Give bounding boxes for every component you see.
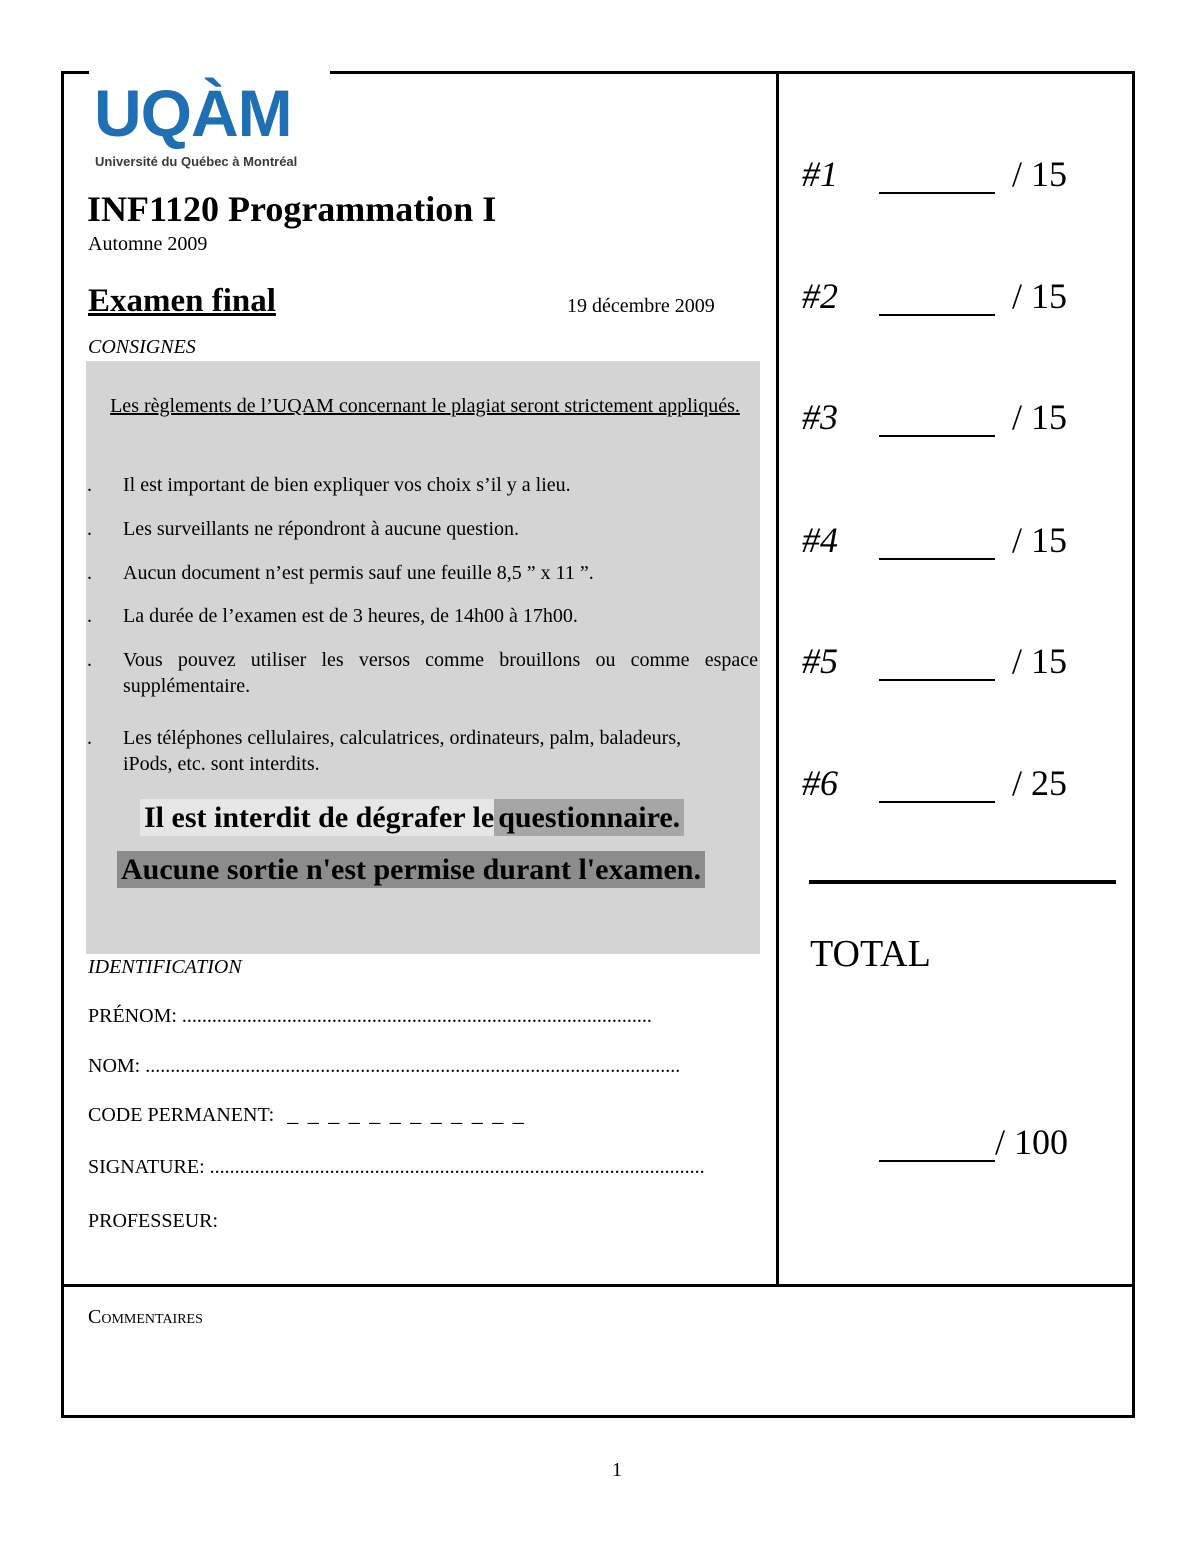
signature-label: SIGNATURE:: [88, 1156, 205, 1178]
professor-field[interactable]: [88, 1209, 218, 1233]
score-blank[interactable]: [879, 558, 995, 560]
question-label: #1: [802, 154, 838, 194]
permanent-code-blanks[interactable]: _ _ _ _ _ _ _ _ _ _ _ _: [287, 1101, 526, 1126]
bullet-marker: .: [87, 649, 92, 671]
uqam-logo: UQÀM: [94, 76, 292, 150]
question-max: / 15: [1012, 641, 1068, 681]
question-label: #5: [802, 641, 838, 681]
uqam-logo-subtitle: Université du Québec à Montréal: [95, 154, 298, 169]
score-blank[interactable]: [879, 801, 995, 803]
frame-left: [61, 71, 64, 1418]
first-name-field[interactable]: [88, 1004, 652, 1028]
plagiarism-notice: Les règlements de l’UQAM concernant le plagiat seront strictement appliqués.: [110, 395, 740, 417]
frame-top-right: [330, 71, 1135, 74]
score-blank[interactable]: [879, 435, 995, 437]
term: Automne 2009: [88, 233, 208, 255]
bullet-marker: .: [87, 727, 92, 749]
first-name-label: PRÉNOM:: [88, 1005, 177, 1027]
question-label: #2: [802, 276, 838, 316]
bullet-marker: .: [87, 605, 92, 627]
frame-bottom: [61, 1415, 1135, 1418]
instruction-item: Vous pouvez utiliser les versos comme brouillons ou comme espace supplémentaire.: [123, 649, 758, 697]
last-name-label: NOM:: [88, 1055, 141, 1077]
question-max: / 15: [1012, 397, 1068, 437]
question-max: / 15: [1012, 276, 1068, 316]
permanent-code-label: CODE PERMANENT:: [88, 1104, 275, 1126]
comments-area[interactable]: [64, 1340, 1130, 1412]
instruction-item: Aucun document n’est permis sauf une feuille 8,5 ” x 11 ”.: [123, 562, 594, 584]
bullet-marker: .: [87, 562, 92, 584]
signature-line[interactable]: ...................................................................................................: [209, 1156, 705, 1178]
total-separator: [809, 880, 1116, 884]
page-number: 1: [612, 1459, 622, 1481]
question-max: / 15: [1012, 154, 1068, 194]
total-label: TOTAL: [810, 933, 931, 975]
frame-right: [1132, 71, 1135, 1418]
no-exit-warning: [117, 852, 705, 888]
course-title: INF1120 Programmation I: [87, 189, 497, 229]
permanent-code-field[interactable]: [88, 1102, 526, 1127]
first-name-line[interactable]: ..............................................................................................: [181, 1005, 652, 1027]
instructions-heading: CONSIGNES: [88, 336, 196, 358]
identification-heading: IDENTIFICATION: [88, 956, 242, 978]
exam-date: 19 décembre 2009: [567, 295, 715, 317]
no-unstapling-warning: [140, 800, 684, 836]
total-max: / 100: [995, 1122, 1069, 1162]
score-blank[interactable]: [879, 314, 995, 316]
warning-text: Il est interdit de dégrafer le: [140, 799, 494, 836]
question-label: #4: [802, 520, 838, 560]
score-blank[interactable]: [879, 192, 995, 194]
frame-divider-horizontal: [61, 1284, 1135, 1287]
score-blank[interactable]: [879, 679, 995, 681]
professor-label: PROFESSEUR:: [88, 1210, 219, 1232]
frame-top-left: [61, 71, 89, 74]
question-max: / 15: [1012, 520, 1068, 560]
instruction-item: Les téléphones cellulaires, calculatrices, ordinateurs, palm, baladeurs, iPods, etc. sont interdits.: [123, 727, 682, 775]
warning-text-highlight: Aucune sortie n'est permise durant l'examen.: [117, 851, 705, 888]
question-label: #3: [802, 397, 838, 437]
warning-text-highlight: questionnaire.: [494, 799, 684, 836]
last-name-field[interactable]: [88, 1054, 680, 1078]
question-label: #6: [802, 763, 838, 803]
comments-label: Commentaires: [88, 1306, 203, 1328]
instruction-item: Il est important de bien expliquer vos choix s’il y a lieu.: [123, 474, 571, 496]
last-name-line[interactable]: ...........................................................................................................: [145, 1055, 681, 1077]
bullet-marker: .: [87, 518, 92, 540]
total-score-blank[interactable]: [879, 1160, 995, 1162]
signature-field[interactable]: [88, 1155, 705, 1179]
exam-title: Examen final: [88, 283, 276, 319]
instruction-item: Les surveillants ne répondront à aucune question.: [123, 518, 519, 540]
frame-divider-vertical: [776, 71, 779, 1287]
bullet-marker: .: [87, 474, 92, 496]
question-max: / 25: [1012, 763, 1068, 803]
instruction-item: La durée de l’examen est de 3 heures, de 14h00 à 17h00.: [123, 605, 578, 627]
